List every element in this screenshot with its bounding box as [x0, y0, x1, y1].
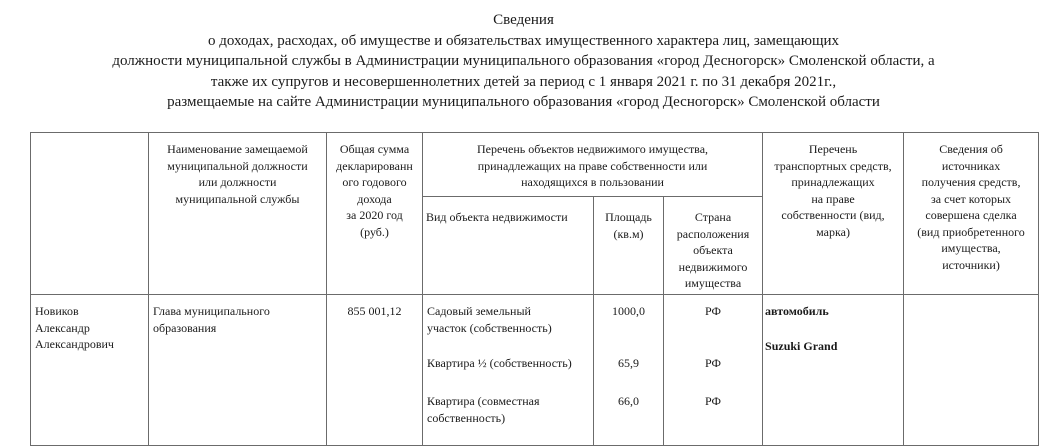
- header-title: Сведения: [493, 12, 554, 28]
- vehicle-kind: автомобиль: [765, 304, 829, 318]
- cell-name: Новиков Александр Александрович: [31, 295, 149, 446]
- header-cell-property-type: Вид объекта недвижимости: [423, 197, 594, 295]
- cell-position: Глава муниципального образования: [149, 295, 327, 446]
- header-cell-sources: Сведения об источниках получения средств, за счет которых совершена сделка (вид приобретенного имущества, источники): [904, 133, 1039, 295]
- area-value: 65,9: [618, 356, 639, 370]
- header-line: размещаемые на сайте Администрации муниципального образования «город Десногорск» Смоленской области: [167, 94, 880, 110]
- header-cell-area: Площадь (кв.м): [594, 197, 664, 295]
- area-value: 66,0: [618, 394, 639, 408]
- property-item: Садовый земельный участок (собственность): [427, 304, 552, 335]
- header-cell-property-group: Перечень объектов недвижимого имущества, принадлежащих на праве собственности или находящихся в пользовании: [423, 133, 763, 197]
- header-cell-income: Общая сумма декларированн ого годового дохода за 2020 год (руб.): [327, 133, 423, 295]
- document-header: [0, 10, 1047, 113]
- cell-vehicles: [763, 295, 904, 446]
- header-line: должности муниципальной службы в Администрации муниципального образования «город Десногорск» Смоленской области, а: [112, 53, 935, 69]
- property-item: Квартира (совместная собственность): [427, 394, 540, 425]
- country-value: РФ: [705, 394, 721, 408]
- cell-income: 855 001,12: [327, 295, 423, 446]
- header-line: о доходах, расходах, об имуществе и обязательствах имущественного характера лиц, замещающих: [207, 32, 840, 49]
- declaration-table: [30, 132, 1039, 446]
- header-cell-country: Страна расположения объекта недвижимого имущества: [664, 197, 763, 295]
- header-cell-position: Наименование замещаемой муниципальной должности или должности муниципальной службы: [149, 133, 327, 295]
- cell-countries: [664, 295, 763, 446]
- cell-areas: [594, 295, 664, 446]
- cell-sources: [904, 295, 1039, 446]
- header-cell-vehicles: Перечень транспортных средств, принадлежащих на праве собственности (вид, марка): [763, 133, 904, 295]
- header-cell-name: [31, 133, 149, 295]
- cell-property-types: [423, 295, 594, 446]
- header-line: также их супругов и несовершеннолетних детей за период с 1 января 2021 г. по 31 декабря 2021г.,: [210, 73, 837, 90]
- property-item: Квартира ½ (собственность): [427, 356, 572, 370]
- vehicle-model: Suzuki Grand: [765, 338, 838, 353]
- table-row: [31, 295, 1039, 446]
- country-value: РФ: [705, 356, 721, 370]
- area-value: 1000,0: [612, 304, 645, 318]
- country-value: РФ: [705, 304, 721, 318]
